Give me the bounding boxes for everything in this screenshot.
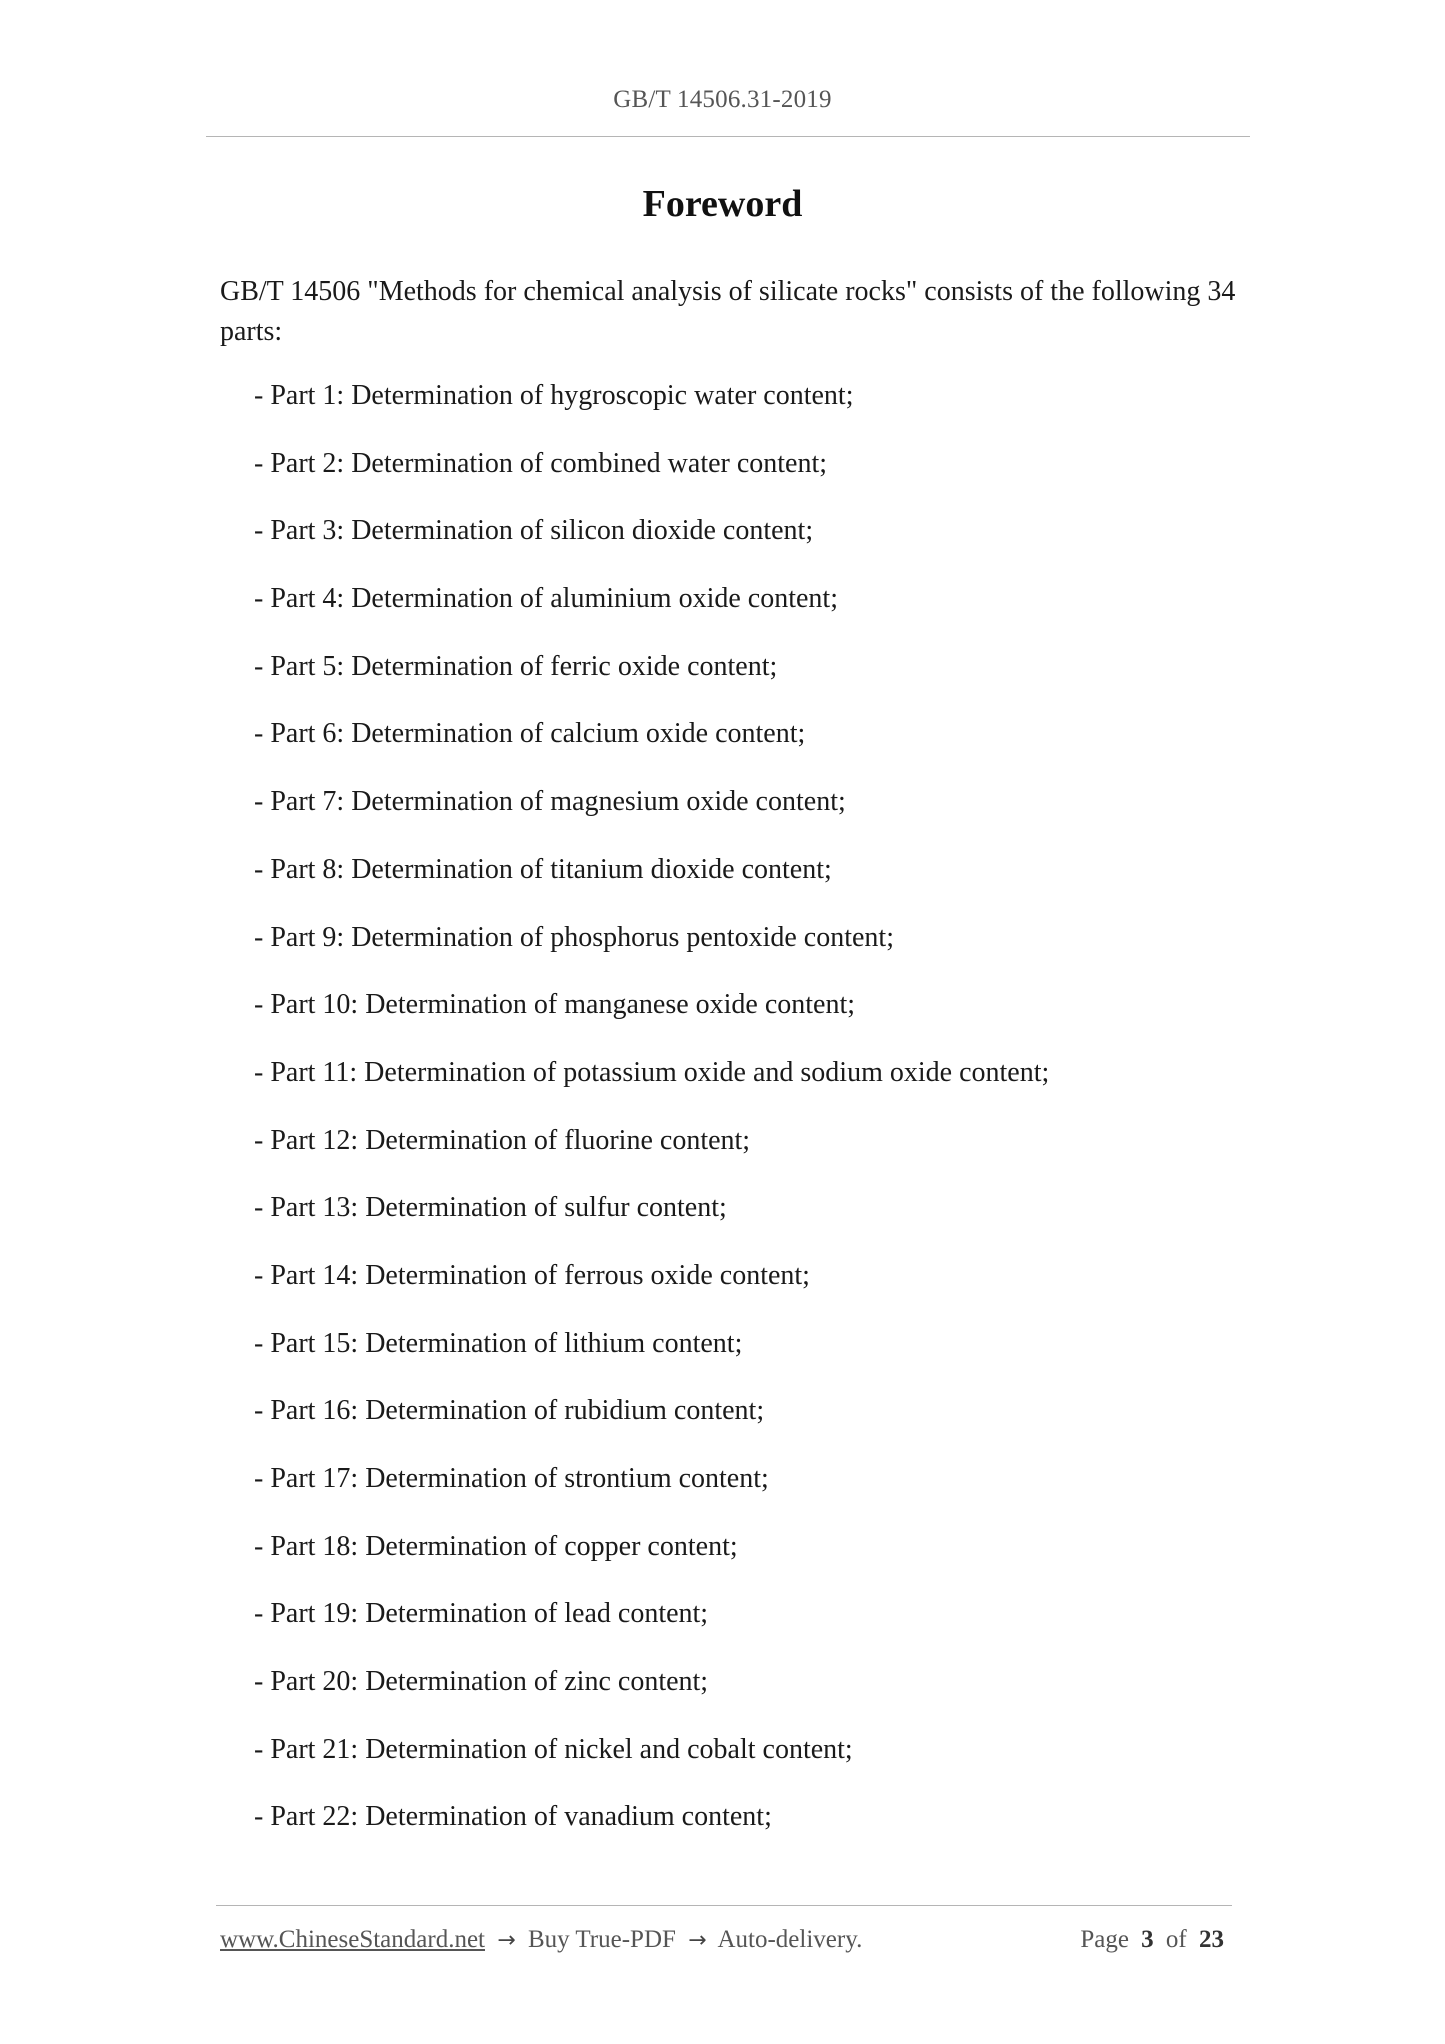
list-item: - Part 15: Determination of lithium content; — [254, 1327, 743, 1359]
delivery-text: Auto-delivery. — [717, 1926, 863, 1953]
buy-text: Buy True-PDF — [527, 1926, 676, 1953]
header-divider — [206, 136, 1250, 137]
list-item: - Part 1: Determination of hygroscopic water content; — [254, 380, 854, 411]
list-item: - Part 9: Determination of phosphorus pentoxide content; — [254, 921, 894, 953]
list-item: - Part 8: Determination of titanium dioxide content; — [254, 853, 832, 885]
list-item: - Part 10: Determination of manganese oxide content; — [254, 989, 856, 1021]
list-item: - Part 7: Determination of magnesium oxide content; — [254, 786, 846, 818]
right-arrow-icon: → — [497, 1928, 516, 1953]
list-item: - Part 20: Determination of zinc content; — [254, 1666, 709, 1698]
page-total: 23 — [1199, 1926, 1224, 1953]
list-item: - Part 14: Determination of ferrous oxide content; — [254, 1259, 810, 1291]
list-item: - Part 13: Determination of sulfur content; — [254, 1192, 727, 1224]
right-arrow-icon: → — [688, 1928, 707, 1953]
page-label: Page — [1080, 1926, 1129, 1953]
list-item: - Part 17: Determination of strontium content; — [254, 1463, 769, 1494]
list-item: - Part 21: Determination of nickel and cobalt content; — [254, 1733, 853, 1765]
parts-list — [254, 376, 1254, 1865]
page-number — [1080, 1926, 1230, 1954]
list-item: - Part 18: Determination of copper content; — [254, 1530, 738, 1562]
list-item: - Part 19: Determination of lead content; — [254, 1598, 709, 1630]
list-item: - Part 11: Determination of potassium oxide and sodium oxide content; — [254, 1056, 1050, 1088]
page-title: Foreword — [642, 183, 803, 225]
page-of: of — [1165, 1926, 1187, 1953]
footer-promo — [220, 1926, 862, 1954]
list-item: - Part 2: Determination of combined water content; — [254, 447, 828, 479]
page-current: 3 — [1141, 1926, 1154, 1953]
page-header: GB/T 14506.31-2019 — [613, 86, 832, 113]
list-item: - Part 12: Determination of fluorine content; — [254, 1124, 751, 1156]
intro-paragraph: GB/T 14506 "Methods for chemical analysis of silicate rocks" consists of the following 34 parts: — [220, 276, 1236, 347]
list-item: - Part 3: Determination of silicon dioxide content; — [254, 515, 814, 547]
list-item: - Part 4: Determination of aluminium oxide content; — [254, 583, 838, 615]
list-item: - Part 6: Determination of calcium oxide content; — [254, 718, 806, 750]
footer-divider — [216, 1905, 1232, 1906]
list-item: - Part 5: Determination of ferric oxide content; — [254, 650, 778, 682]
website-link[interactable]: www.ChineseStandard.net — [220, 1926, 485, 1953]
page-footer — [220, 1926, 1230, 1954]
list-item: - Part 16: Determination of rubidium content; — [254, 1395, 765, 1427]
list-item: - Part 22: Determination of vanadium content; — [254, 1801, 772, 1833]
